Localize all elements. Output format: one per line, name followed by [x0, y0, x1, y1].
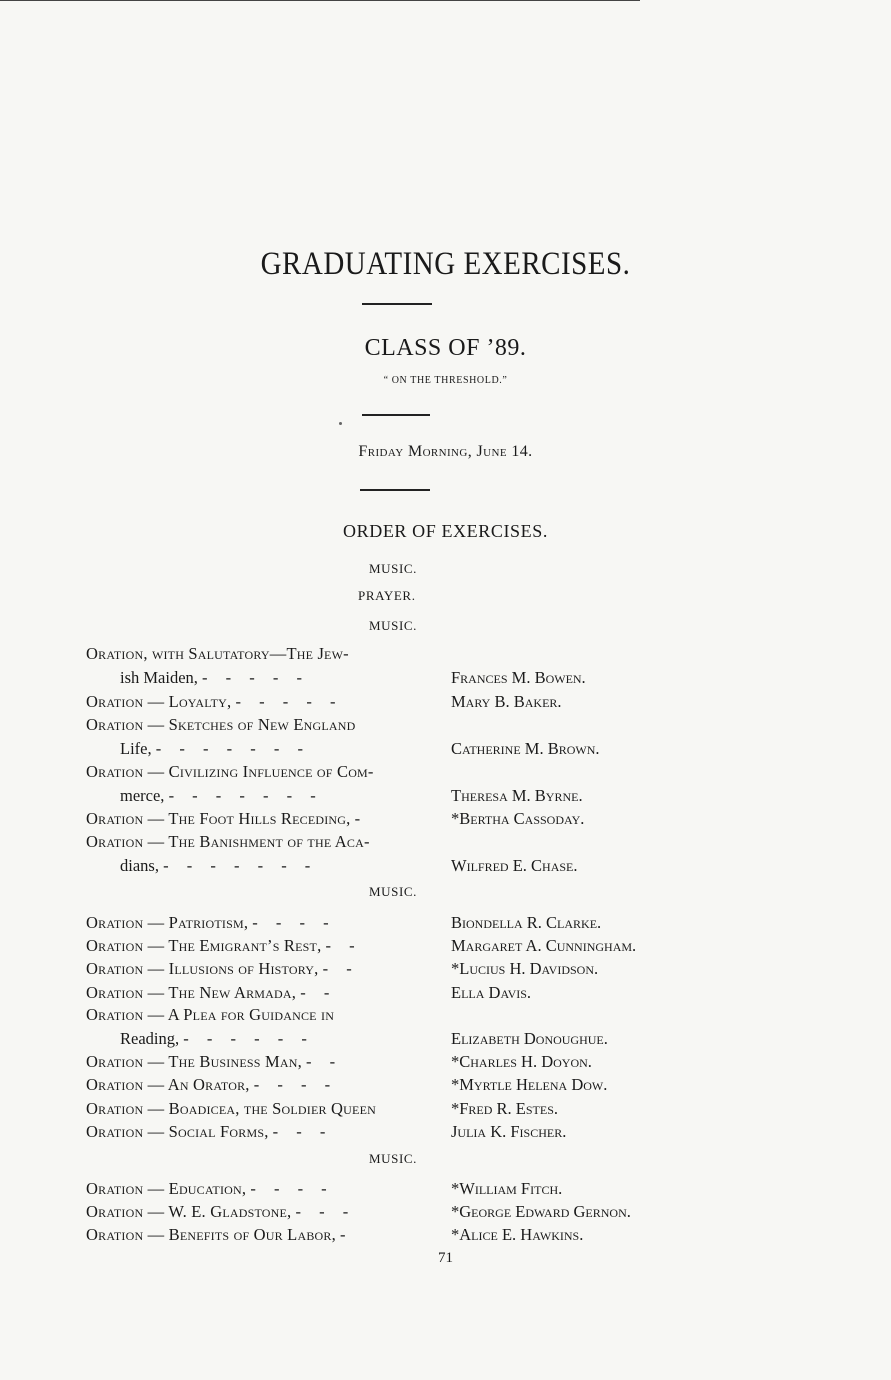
oration-title-line: ish Maiden, [120, 668, 198, 687]
oration-title-line: Oration, with Salutatory—The Jew- [86, 644, 349, 663]
page-title: GRADUATING EXERCISES. [260, 246, 631, 282]
oration-title-line: Oration — An Orator, [86, 1075, 250, 1094]
oration-title-line: Oration — Boadicea, the Soldier Queen [86, 1099, 376, 1118]
program-item [86, 1029, 608, 1049]
program-item [86, 936, 637, 956]
music-heading: MUSIC. [369, 618, 418, 633]
oration-title-line: Oration — The New Armada, [86, 983, 297, 1002]
title-divider [362, 303, 432, 305]
dot-leader: - - [325, 936, 362, 955]
dot-leader: - - - - [250, 1179, 334, 1198]
program-item [86, 832, 426, 852]
oration-title-line: Oration — A Plea for Guidance in [86, 1005, 335, 1024]
oration-title-line: dians, [120, 856, 159, 875]
dot-leader: - - - - [252, 913, 336, 932]
program-item [86, 959, 599, 979]
oration-title-line: Reading, [120, 1029, 180, 1048]
class-divider [362, 414, 430, 416]
program-item [86, 1075, 608, 1095]
program-item [86, 1225, 584, 1245]
oration-title-line: Oration — The Banishment of the Aca- [86, 832, 370, 851]
oration-title-line: Oration — Civilizing Influence of Com- [86, 762, 374, 781]
speaker-name: *Charles H. Doyon. [451, 1052, 592, 1071]
oration-title-line: Oration — W. E. Gladstone, [86, 1202, 292, 1221]
program-item [86, 739, 600, 759]
program-item [86, 786, 583, 806]
program-item [86, 983, 532, 1003]
speaker-name: Margaret A. Cunningham. [451, 936, 637, 955]
program-item [86, 1005, 426, 1025]
program-item [86, 692, 562, 712]
dot-leader: - - [306, 1052, 343, 1071]
dot-leader: - - - - - [235, 692, 343, 711]
speaker-name: Wilfred E. Chase. [451, 856, 578, 875]
speaker-name: *Lucius H. Davidson. [451, 959, 599, 978]
oration-title-line: Oration — Social Forms, [86, 1122, 269, 1141]
dot-leader: - [340, 1225, 353, 1244]
class-motto: “ ON THE THRESHOLD.” [383, 375, 508, 386]
program-item [86, 1099, 559, 1119]
speaker-name: *Myrtle Helena Dow. [451, 1075, 608, 1094]
class-heading: CLASS OF ’89. [364, 335, 527, 361]
dot-leader: - [354, 809, 368, 828]
oration-title-line: Oration — Benefits of Our Labor, [86, 1225, 336, 1244]
speaker-name: *Alice E. Hawkins. [451, 1225, 584, 1244]
program-item [86, 1179, 563, 1199]
oration-title-line: Oration — The Business Man, [86, 1052, 302, 1071]
oration-title-line: Oration — Illusions of History, [86, 959, 319, 978]
speaker-name: *Fred R. Estes. [451, 1099, 559, 1118]
speaker-name: Frances M. Bowen. [451, 668, 586, 687]
program-item [86, 856, 578, 876]
dot-leader: - - [300, 983, 337, 1002]
speaker-name: *Bertha Cassoday. [451, 809, 585, 828]
page-number: 71 [438, 1250, 453, 1266]
dot-leader: - - - [272, 1122, 333, 1141]
dot-leader: - - - - - - - [163, 856, 318, 875]
event-date: Friday Morning, June 14. [358, 443, 533, 460]
program-item [86, 1202, 631, 1222]
speaker-name: Mary B. Baker. [451, 692, 562, 711]
date-divider [360, 489, 430, 491]
dot-leader: - - [322, 959, 359, 978]
oration-title-line: Oration — Education, [86, 1179, 247, 1198]
dot-leader: - - - - - - - [168, 786, 323, 805]
speaker-name: Julia K. Fischer. [451, 1122, 567, 1141]
oration-title-line: Oration — Sketches of New England [86, 715, 356, 734]
speaker-name: Biondella R. Clarke. [451, 913, 602, 932]
music-heading: MUSIC. [369, 884, 418, 899]
program-item [86, 668, 586, 688]
oration-title-line: Oration — Loyalty, [86, 692, 232, 711]
program-item [86, 715, 426, 735]
program-item [86, 1052, 592, 1072]
program-item [86, 644, 426, 664]
prayer-heading: PRAYER. [358, 588, 416, 603]
top-edge-rule [0, 0, 640, 1]
oration-title-line: merce, [120, 786, 165, 805]
program-item [86, 1122, 567, 1142]
oration-title-line: Oration — Patriotism, [86, 913, 249, 932]
order-heading: ORDER OF EXERCISES. [343, 521, 548, 541]
print-speck [339, 422, 342, 425]
program-item [86, 809, 585, 829]
music-heading: MUSIC. [369, 1151, 418, 1166]
dot-leader: - - - - [253, 1075, 338, 1094]
program-item [86, 913, 602, 933]
dot-leader: - - - - - - - [155, 739, 310, 758]
oration-title-line: Oration — The Foot Hills Receding, [86, 809, 351, 828]
speaker-name: Theresa M. Byrne. [451, 786, 583, 805]
dot-leader: - - - - - - [183, 1029, 314, 1048]
oration-title-line: Life, [120, 739, 152, 758]
music-heading: MUSIC. [369, 561, 418, 576]
speaker-name: *William Fitch. [451, 1179, 563, 1198]
speaker-name: *George Edward Gernon. [451, 1202, 631, 1221]
dot-leader: - - - [295, 1202, 356, 1221]
speaker-name: Catherine M. Brown. [451, 739, 600, 758]
speaker-name: Ella Davis. [451, 983, 532, 1002]
oration-title-line: Oration — The Emigrant’s Rest, [86, 936, 322, 955]
dot-leader: - - - - - [202, 668, 310, 687]
program-item [86, 762, 426, 782]
speaker-name: Elizabeth Donoughue. [451, 1029, 608, 1048]
